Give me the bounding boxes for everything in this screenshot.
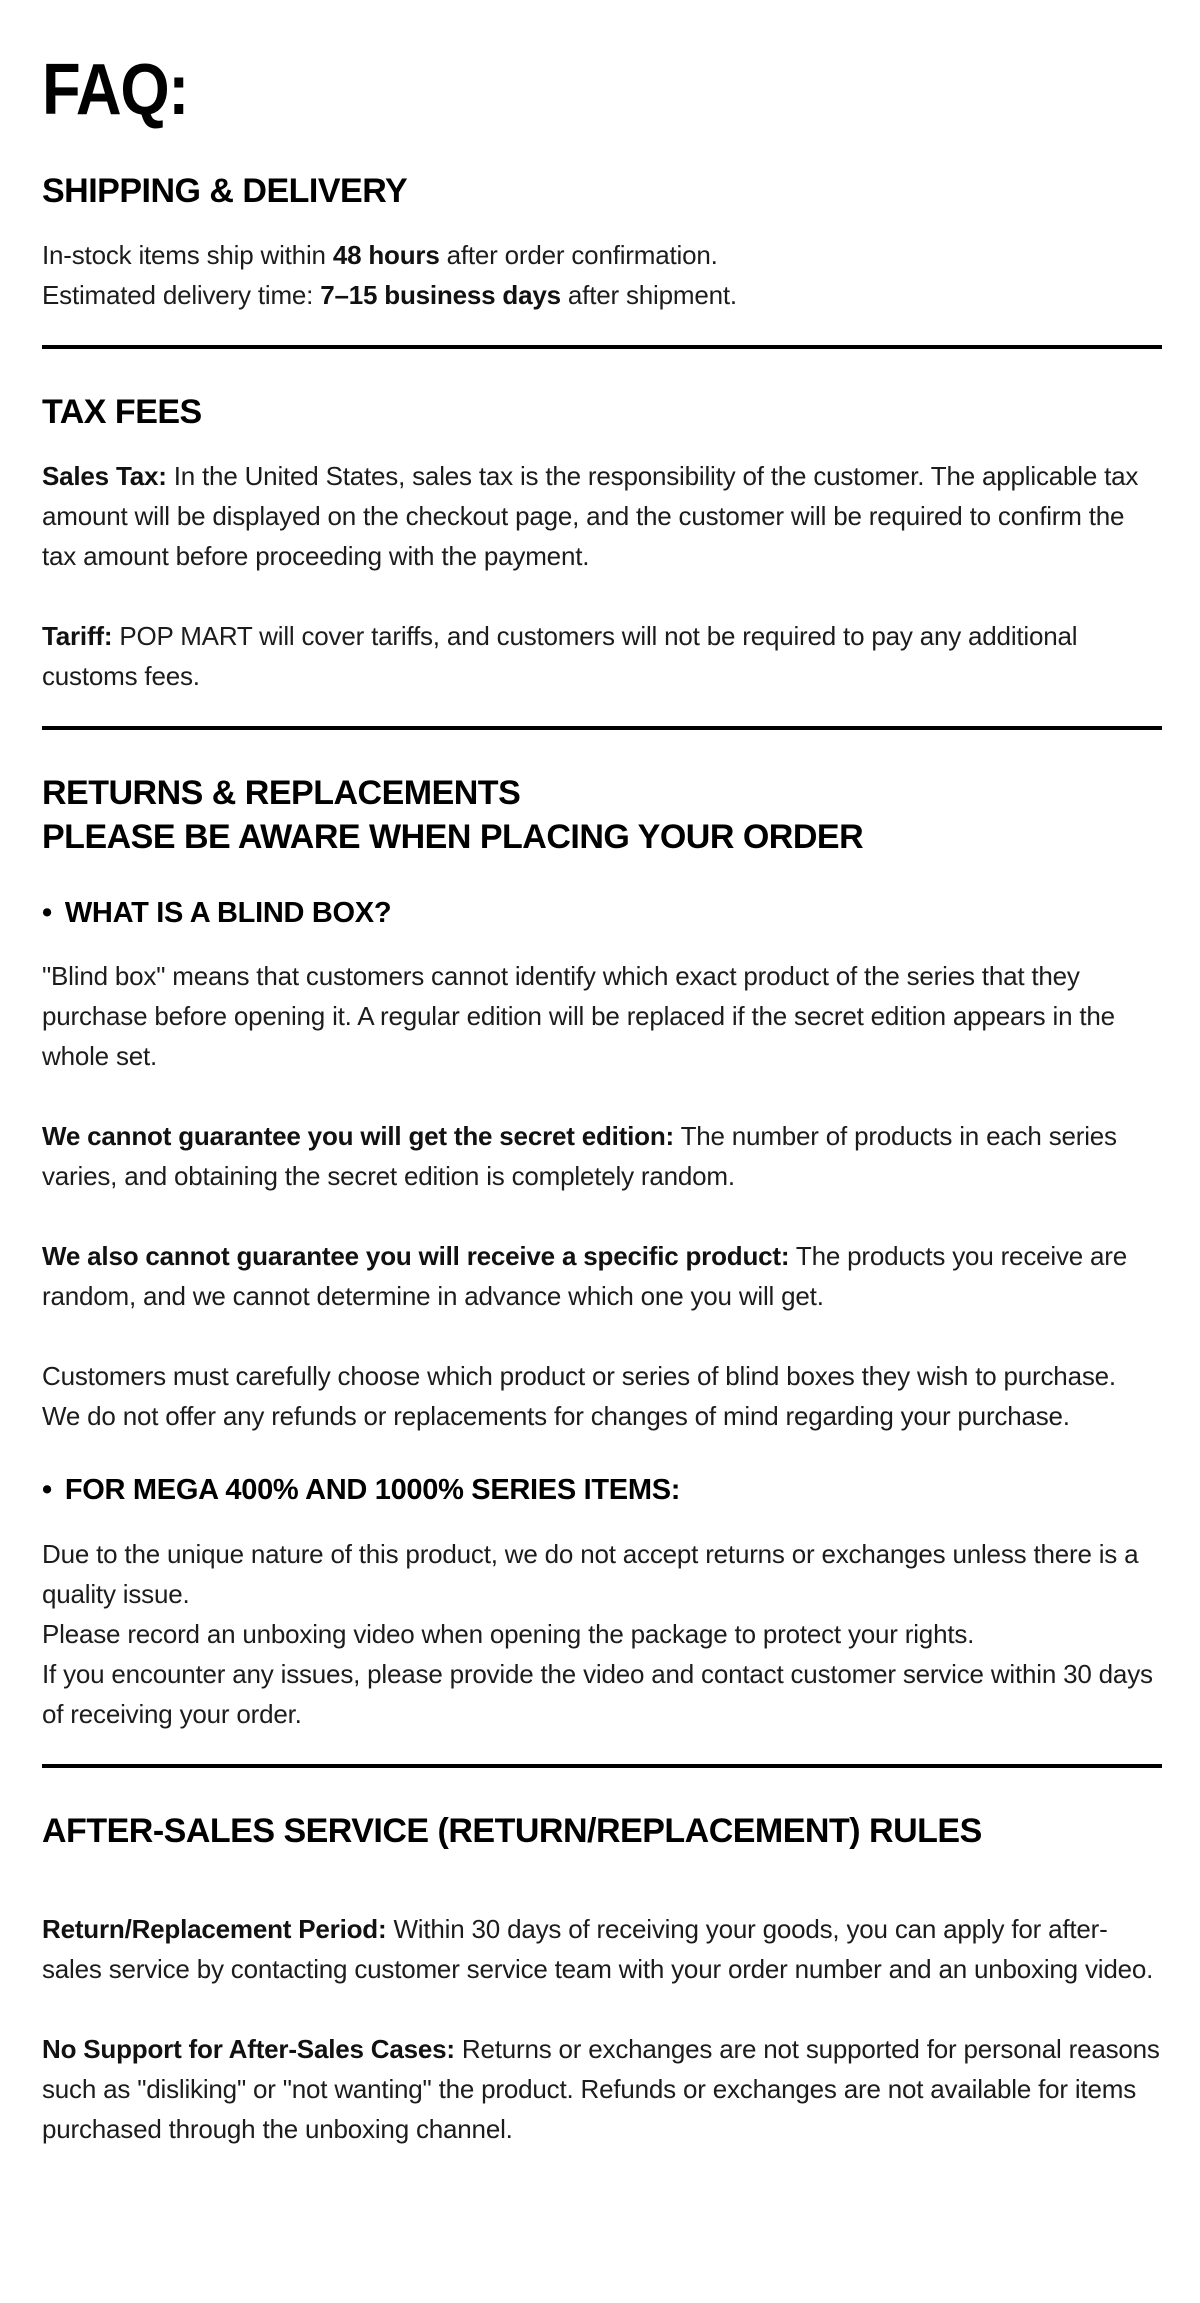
text-run: In the United States, sales tax is the responsibility of the customer. The applicable tax amount will be displayed on the checkout page, and the customer will be required to confirm the tax amount before proceeding with the payment. xyxy=(42,461,1139,572)
text-run: In-stock items ship within xyxy=(42,240,333,271)
text-run: after shipment. xyxy=(560,280,737,311)
section-divider xyxy=(42,726,1162,730)
text-line: If you encounter any issues, please provide the video and contact customer service within 30 days of receiving your order. xyxy=(42,1659,1153,1730)
text-run: Estimated delivery time: xyxy=(42,280,321,311)
returns-heading-line1: RETURNS & REPLACEMENTS xyxy=(42,774,521,813)
mega-series-subheading xyxy=(42,1472,1160,1510)
text-line: Please record an unboxing video when opening the package to protect your rights. xyxy=(42,1619,975,1650)
shipping-heading: SHIPPING & DELIVERY xyxy=(42,172,408,210)
after-sales-heading: AFTER-SALES SERVICE (RETURN/REPLACEMENT) RULES xyxy=(42,1812,982,1851)
text-run-bold: Sales Tax: xyxy=(42,461,167,492)
section-divider xyxy=(42,345,1162,349)
secret-edition-paragraph xyxy=(42,1116,1160,1196)
choose-carefully-paragraph: Customers must carefully choose which product or series of blind boxes they wish to purchase. We do not offer any refunds or replacements for changes of mind regarding your purchase. xyxy=(42,1361,1116,1432)
text-run-bold: Tariff: xyxy=(42,621,113,652)
blind-box-definition-paragraph: "Blind box" means that customers cannot identify which exact product of the series that they purchase before opening it. A regular edition will be replaced if the secret edition appears in the whole set. xyxy=(42,961,1115,1072)
text-run-bold: Return/Replacement Period: xyxy=(42,1914,387,1945)
section-after-sales xyxy=(42,1810,1160,2149)
return-period-paragraph xyxy=(42,1909,1160,1989)
blind-box-subheading xyxy=(42,895,1160,933)
mega-series-subheading-text: FOR MEGA 400% AND 1000% SERIES ITEMS: xyxy=(64,1474,681,1507)
text-run-bold: We also cannot guarantee you will receive a specific product: xyxy=(42,1241,790,1272)
text-run: Within 30 days of receiving your goods, you can apply for after-sales service by contacting customer service team with your order number and an unboxing video. xyxy=(42,1914,1154,1985)
sales-tax-paragraph xyxy=(42,456,1160,576)
text-run-bold: 7–15 business days xyxy=(320,280,561,311)
section-tax-fees xyxy=(42,391,1160,696)
text-run: after order confirmation. xyxy=(439,240,718,271)
text-run-bold: 48 hours xyxy=(332,240,440,271)
section-shipping xyxy=(42,170,1160,315)
bullet-icon: • xyxy=(42,1474,52,1507)
text-run: POP MART will cover tariffs, and customers will not be required to pay any additional customs fees. xyxy=(42,621,1078,692)
blind-box-subheading-text: WHAT IS A BLIND BOX? xyxy=(64,896,392,929)
text-run: The products you receive are random, and we cannot determine in advance which one you will get. xyxy=(42,1241,1128,1312)
text-run-bold: No Support for After-Sales Cases: xyxy=(42,2034,455,2065)
tax-heading: TAX FEES xyxy=(42,393,202,432)
text-run: Returns or exchanges are not supported for personal reasons such as "disliking" or "not wanting" the product. Refunds or exchanges are not available for items purchased through the unboxing channel. xyxy=(42,2034,1160,2145)
tariff-paragraph xyxy=(42,616,1160,696)
specific-product-paragraph xyxy=(42,1236,1160,1316)
returns-heading xyxy=(42,772,1160,858)
mega-series-paragraph xyxy=(42,1534,1160,1734)
section-divider xyxy=(42,1764,1162,1768)
text-run-bold: We cannot guarantee you will get the secret edition: xyxy=(42,1121,675,1152)
no-support-paragraph xyxy=(42,2029,1160,2149)
shipping-text xyxy=(42,235,1160,315)
returns-heading-line2: PLEASE BE AWARE WHEN PLACING YOUR ORDER xyxy=(42,817,864,856)
section-returns-replacements xyxy=(42,772,1160,1734)
bullet-icon: • xyxy=(42,896,52,929)
text-line: Due to the unique nature of this product, we do not accept returns or exchanges unless there is a quality issue. xyxy=(42,1539,1139,1610)
page-title: FAQ: xyxy=(42,50,189,130)
text-run: The number of products in each series varies, and obtaining the secret edition is completely random. xyxy=(42,1121,1117,1192)
